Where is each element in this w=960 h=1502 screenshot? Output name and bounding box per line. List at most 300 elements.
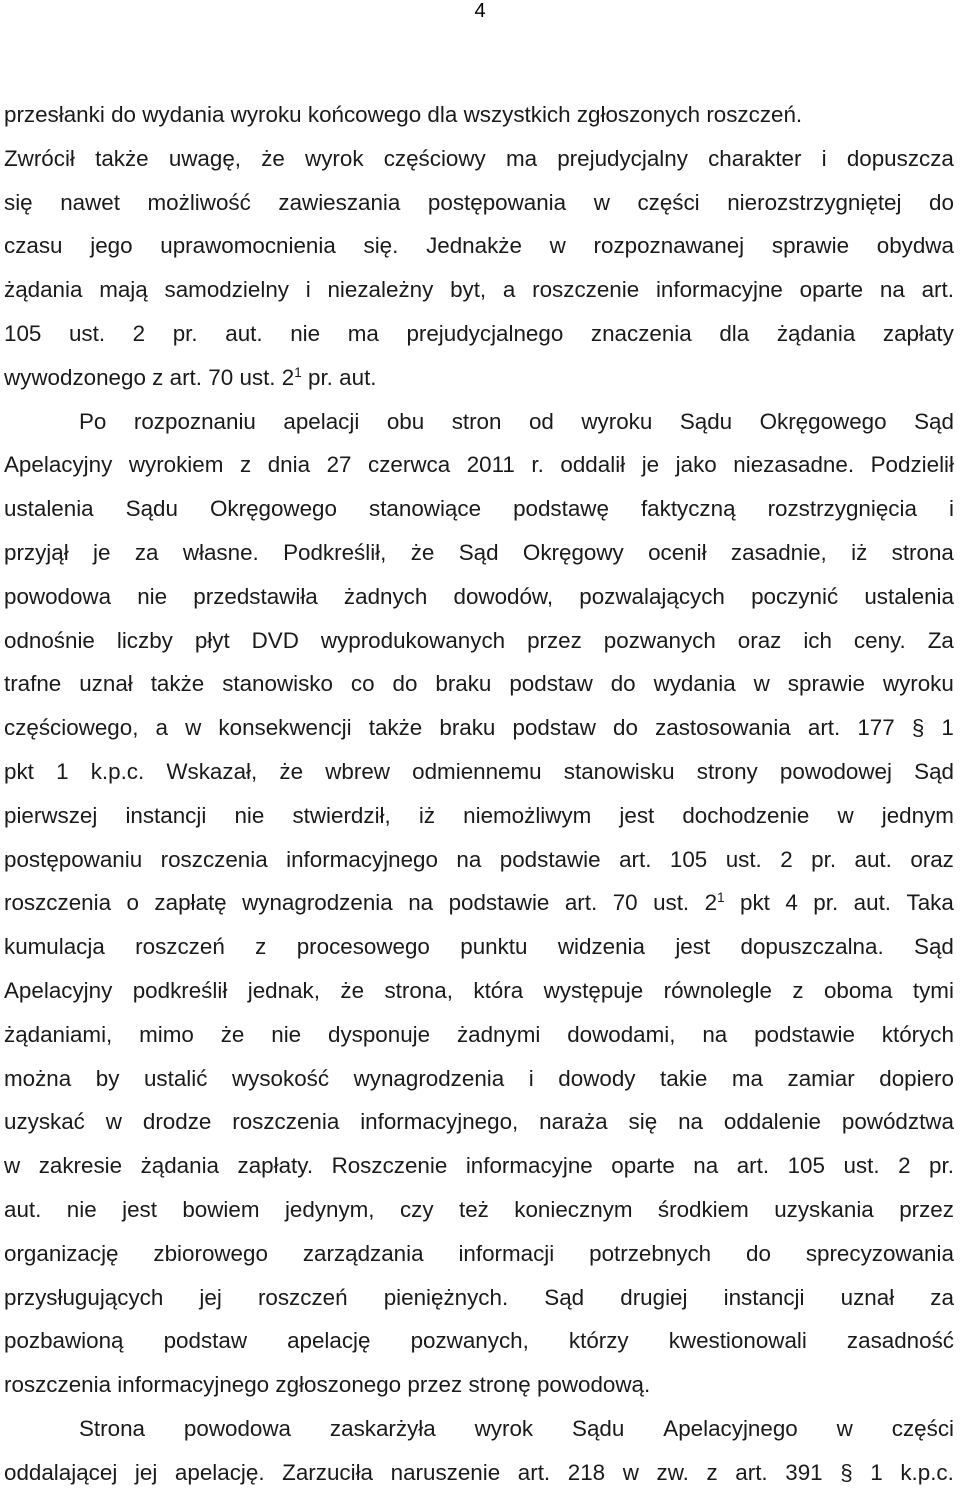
word: powodowej bbox=[779, 758, 892, 784]
word: nierozstrzygniętej bbox=[727, 189, 902, 215]
word: zgłoszonych bbox=[576, 102, 701, 127]
word: dopiero bbox=[879, 1065, 954, 1091]
word: że bbox=[340, 977, 365, 1003]
word: strony bbox=[696, 758, 758, 784]
word: nie bbox=[137, 583, 168, 609]
word: przyjął bbox=[4, 539, 69, 565]
word: ust. bbox=[653, 890, 690, 916]
word: ust. bbox=[725, 846, 762, 872]
word: pozbawioną bbox=[4, 1328, 124, 1354]
word: prejudycjalnego bbox=[406, 320, 564, 346]
word: podstaw bbox=[509, 671, 593, 697]
word: żądania bbox=[140, 1153, 220, 1179]
word: można bbox=[4, 1065, 72, 1091]
word: Okręgowego bbox=[210, 496, 337, 522]
word: że bbox=[410, 539, 435, 565]
word: że bbox=[279, 758, 304, 784]
word: Sądu bbox=[572, 1415, 625, 1441]
word: informacyjne bbox=[465, 1153, 593, 1179]
text-line bbox=[4, 925, 954, 969]
word: stronę bbox=[468, 1372, 531, 1398]
word: trafne bbox=[4, 671, 62, 697]
word: punktu bbox=[460, 934, 528, 960]
text-line bbox=[4, 268, 954, 312]
word: Okręgowego bbox=[759, 408, 887, 434]
text-line bbox=[4, 969, 954, 1013]
text-line bbox=[4, 443, 954, 487]
word: i bbox=[528, 1065, 534, 1091]
word: z bbox=[706, 1459, 718, 1485]
text-line bbox=[4, 750, 954, 794]
word: art. bbox=[735, 1459, 768, 1485]
superscript: 1 bbox=[294, 364, 302, 380]
word: nie bbox=[66, 1196, 97, 1222]
text-line bbox=[4, 1188, 954, 1232]
word: dnia bbox=[267, 452, 311, 478]
word: niezależny bbox=[327, 277, 434, 303]
word: czerwca bbox=[368, 452, 451, 478]
word: 218 bbox=[567, 1459, 606, 1485]
word: prejudycjalny bbox=[557, 145, 688, 171]
word: Po bbox=[79, 408, 107, 434]
word: mimo bbox=[139, 1021, 194, 1047]
word: DVD bbox=[251, 627, 299, 653]
word: podstawie bbox=[499, 846, 601, 872]
word: na bbox=[456, 846, 482, 872]
word: jej bbox=[134, 1459, 158, 1485]
word: obydwa bbox=[876, 233, 954, 259]
word: 2011 bbox=[466, 452, 515, 478]
word: § bbox=[911, 715, 925, 741]
word: żadnych bbox=[343, 583, 428, 609]
word: iż bbox=[418, 802, 436, 828]
word: $2^1$ bbox=[281, 364, 302, 390]
text-line bbox=[4, 1057, 954, 1101]
word: oraz bbox=[737, 627, 782, 653]
word: byt, bbox=[450, 277, 487, 303]
word: zamiar bbox=[787, 1065, 855, 1091]
word: je bbox=[93, 539, 111, 565]
word: Podkreślił, bbox=[283, 539, 387, 565]
word: wyroku bbox=[230, 102, 302, 127]
word: 70 bbox=[208, 364, 234, 390]
word: oparte bbox=[799, 277, 864, 303]
text-line bbox=[4, 1319, 954, 1363]
word: jedynym, bbox=[284, 1196, 375, 1222]
word: liczby bbox=[116, 627, 173, 653]
word: sprawie bbox=[771, 233, 850, 259]
word: podstawie bbox=[448, 890, 550, 916]
word: i bbox=[821, 145, 827, 171]
word: instancji bbox=[723, 1284, 805, 1310]
word: roszczenia bbox=[4, 1372, 112, 1398]
word: art. bbox=[169, 364, 202, 390]
word: potrzebnych bbox=[589, 1240, 712, 1266]
word: pieniężnych. bbox=[383, 1284, 509, 1310]
word: nawet bbox=[60, 189, 120, 215]
word: także bbox=[150, 671, 205, 697]
word: powodowa bbox=[183, 1415, 291, 1441]
word: na bbox=[879, 277, 905, 303]
word: Za bbox=[927, 627, 954, 653]
word: art. bbox=[619, 846, 652, 872]
word: dochodzenie bbox=[682, 802, 810, 828]
word: zapłaty bbox=[882, 320, 954, 346]
word: strona, bbox=[384, 977, 453, 1003]
word: częściowego, bbox=[4, 715, 139, 741]
word: k.p.c. bbox=[90, 758, 145, 784]
word: 27 bbox=[326, 452, 352, 478]
word: kumulacja bbox=[4, 934, 105, 960]
word: zapłatę bbox=[154, 890, 227, 916]
word: Wskazał, bbox=[166, 758, 258, 784]
word: 1 bbox=[56, 758, 69, 784]
word: do bbox=[111, 102, 136, 127]
word: stanowisku bbox=[563, 758, 675, 784]
word: ust. bbox=[843, 1153, 880, 1179]
word: roszczenia bbox=[4, 890, 112, 916]
word: w bbox=[593, 189, 610, 215]
word: art. bbox=[564, 890, 598, 916]
word: roszczenie bbox=[532, 277, 640, 303]
word: wydania bbox=[142, 102, 225, 127]
word: uznał bbox=[840, 1284, 895, 1310]
word: także bbox=[368, 715, 423, 741]
word: żadnymi bbox=[456, 1021, 541, 1047]
word: organizację bbox=[4, 1240, 119, 1266]
word: naraża bbox=[539, 1109, 608, 1135]
text-line bbox=[4, 1451, 954, 1495]
word: pr. bbox=[811, 846, 837, 872]
word: jest bbox=[619, 802, 655, 828]
word: wydania bbox=[653, 671, 736, 697]
word: własne. bbox=[182, 539, 259, 565]
word: się bbox=[628, 1109, 658, 1135]
word: apelacji bbox=[283, 408, 360, 434]
word: roszczenia bbox=[232, 1109, 340, 1135]
word: uznał bbox=[79, 671, 133, 697]
word: którzy bbox=[568, 1328, 629, 1354]
word: 105 bbox=[669, 846, 708, 872]
word: pkt bbox=[4, 758, 34, 784]
word: oddalającej bbox=[4, 1459, 118, 1485]
word: samodzielny bbox=[164, 277, 289, 303]
word: ustalenia bbox=[864, 583, 954, 609]
word: takie bbox=[660, 1065, 708, 1091]
word: dla bbox=[427, 102, 458, 127]
word: ust. bbox=[239, 364, 276, 390]
word: strona bbox=[891, 539, 954, 565]
word: zw. bbox=[656, 1459, 689, 1485]
word: apelację. bbox=[174, 1459, 265, 1485]
word: mają bbox=[99, 277, 148, 303]
word: uwagę, bbox=[168, 145, 242, 171]
word: ma bbox=[505, 145, 538, 171]
word: czasu bbox=[4, 233, 63, 259]
word: art. bbox=[736, 1153, 770, 1179]
word: jest bbox=[122, 1196, 157, 1222]
text-line bbox=[4, 400, 954, 444]
word: k.p.c. bbox=[900, 1459, 954, 1485]
word: stwierdził, bbox=[292, 802, 391, 828]
word: $2^1$ bbox=[704, 890, 725, 916]
word: r. bbox=[531, 452, 544, 478]
word: oddalił bbox=[560, 452, 626, 478]
word: żądania bbox=[776, 320, 856, 346]
word: a bbox=[502, 277, 516, 303]
word: oparte bbox=[611, 1153, 675, 1179]
word: Roszczenie bbox=[331, 1153, 448, 1179]
text-line bbox=[4, 93, 954, 137]
word: dla bbox=[719, 320, 750, 346]
word: 391 bbox=[785, 1459, 823, 1485]
word: podstaw bbox=[163, 1328, 247, 1354]
word: art. bbox=[807, 715, 841, 741]
word: aut. bbox=[4, 1196, 42, 1222]
word: na bbox=[408, 890, 434, 916]
word: których bbox=[881, 1021, 954, 1047]
word: rozpoznawanej bbox=[593, 233, 745, 259]
word: procesowego bbox=[296, 934, 430, 960]
word: odnośnie bbox=[4, 627, 95, 653]
text-line bbox=[4, 1276, 954, 1320]
word: w bbox=[753, 671, 770, 697]
word: Sąd bbox=[458, 539, 499, 565]
word: kwestionowali bbox=[668, 1328, 807, 1354]
word: przez bbox=[407, 1372, 463, 1398]
word: Podzielił bbox=[870, 452, 954, 478]
word: Zarzuciła bbox=[282, 1459, 374, 1485]
word: bowiem bbox=[182, 1196, 260, 1222]
word: faktyczną bbox=[640, 496, 736, 522]
word: uzyskać bbox=[4, 1109, 85, 1135]
word: instancji bbox=[125, 802, 207, 828]
word: na bbox=[702, 1021, 728, 1047]
text-line bbox=[4, 487, 954, 531]
word: podstaw bbox=[512, 715, 596, 741]
word: na bbox=[693, 1153, 719, 1179]
word: jako bbox=[675, 452, 717, 478]
word: ich bbox=[803, 627, 832, 653]
word: aut. bbox=[854, 846, 892, 872]
word: dopuszcza bbox=[846, 145, 954, 171]
word: sprawie bbox=[787, 671, 865, 697]
word: Strona bbox=[79, 1415, 145, 1441]
word: zastosowania bbox=[655, 715, 791, 741]
word: środkiem bbox=[657, 1196, 749, 1222]
text-line bbox=[4, 356, 954, 400]
word: roszczenia bbox=[160, 846, 268, 872]
word: dowody bbox=[558, 1065, 636, 1091]
word: 2 bbox=[132, 320, 146, 346]
word: na bbox=[678, 1109, 703, 1135]
text-line bbox=[4, 838, 954, 882]
word: 105 bbox=[787, 1153, 825, 1179]
text-line bbox=[4, 575, 954, 619]
word: podkreślił bbox=[132, 977, 228, 1003]
word: także bbox=[95, 145, 149, 171]
word: informacyjnego bbox=[286, 846, 438, 872]
word: w bbox=[622, 1459, 639, 1485]
word: w bbox=[549, 233, 566, 259]
word: ustalić bbox=[143, 1065, 208, 1091]
word: wyprodukowanych bbox=[320, 627, 506, 653]
word: w bbox=[837, 802, 854, 828]
word: charakter bbox=[708, 145, 802, 171]
text-line bbox=[4, 794, 954, 838]
text-line bbox=[4, 1144, 954, 1188]
text-line bbox=[4, 1100, 954, 1144]
word: braku bbox=[435, 671, 492, 697]
word: 1 bbox=[941, 715, 954, 741]
word: powodowa bbox=[4, 583, 112, 609]
word: odmiennemu bbox=[412, 758, 542, 784]
word: Apelacyjny bbox=[4, 977, 113, 1003]
word: uprawomocnienia bbox=[160, 233, 336, 259]
word: możliwość bbox=[147, 189, 251, 215]
word: roszczeń. bbox=[706, 102, 803, 127]
text-line bbox=[4, 1013, 954, 1057]
superscript: 1 bbox=[717, 890, 725, 906]
word: podstawę bbox=[513, 496, 609, 522]
word: przesłanki bbox=[4, 102, 105, 127]
word: przez bbox=[527, 627, 582, 653]
word: się. bbox=[363, 233, 399, 259]
text-line bbox=[4, 531, 954, 575]
text-line bbox=[4, 881, 954, 925]
word: znaczenia bbox=[590, 320, 692, 346]
word: co bbox=[350, 671, 375, 697]
word: iż bbox=[851, 539, 868, 565]
word: 2 bbox=[780, 846, 793, 872]
word: która bbox=[473, 977, 524, 1003]
word: Sądu bbox=[125, 496, 178, 522]
word: dopuszczalna. bbox=[740, 934, 884, 960]
word: za bbox=[930, 1284, 954, 1310]
word: Sąd bbox=[914, 934, 954, 960]
word: drodze bbox=[142, 1109, 212, 1135]
word: 1 bbox=[870, 1459, 883, 1485]
word: wyrokiem bbox=[128, 452, 224, 478]
word: poczynić bbox=[751, 583, 839, 609]
word: jest bbox=[675, 934, 711, 960]
word: do bbox=[610, 671, 636, 697]
word: pr. bbox=[308, 364, 333, 390]
word: równolegle bbox=[663, 977, 772, 1003]
word: nie bbox=[271, 1021, 302, 1047]
word: widzenia bbox=[557, 934, 645, 960]
word: wyrok bbox=[474, 1415, 534, 1441]
word: o bbox=[126, 890, 139, 916]
word: w bbox=[4, 1153, 21, 1179]
word: od bbox=[528, 408, 554, 434]
document-body bbox=[4, 93, 954, 1495]
word: się bbox=[4, 189, 33, 215]
word: do bbox=[929, 189, 954, 215]
word: 70 bbox=[612, 890, 638, 916]
word: dowodami, bbox=[567, 1021, 676, 1047]
word: dysponuje bbox=[328, 1021, 431, 1047]
word: wyroku bbox=[882, 671, 954, 697]
word: roszczeń bbox=[257, 1284, 348, 1310]
text-line bbox=[4, 662, 954, 706]
word: aut. bbox=[853, 890, 892, 916]
word: części bbox=[891, 1415, 954, 1441]
text-line bbox=[4, 1363, 954, 1407]
word: drugiej bbox=[620, 1284, 688, 1310]
word: żądania bbox=[4, 277, 83, 303]
text-line bbox=[4, 312, 954, 356]
word: pozwanych, bbox=[410, 1328, 529, 1354]
word: w bbox=[836, 1415, 853, 1441]
word: pr. bbox=[813, 890, 839, 916]
word: płyt bbox=[194, 627, 230, 653]
word: niemożliwym bbox=[463, 802, 592, 828]
word: postępowania bbox=[427, 189, 567, 215]
text-line bbox=[4, 224, 954, 268]
word: pkt bbox=[740, 890, 770, 916]
word: nie bbox=[290, 320, 321, 346]
word: rozstrzygnięcia bbox=[767, 496, 917, 522]
word: art. bbox=[517, 1459, 551, 1485]
word: wynagrodzenia bbox=[353, 1065, 505, 1091]
word: postępowaniu bbox=[4, 846, 143, 872]
word: w bbox=[185, 715, 202, 741]
word: braku bbox=[439, 715, 496, 741]
word: wywodzonego bbox=[4, 364, 146, 390]
word: wszystkich bbox=[463, 102, 571, 127]
word: Sąd bbox=[914, 408, 954, 434]
word: jej bbox=[199, 1284, 222, 1310]
word: niezasadne. bbox=[733, 452, 855, 478]
word: nie bbox=[234, 802, 265, 828]
word: pr. bbox=[172, 320, 198, 346]
word: 177 bbox=[857, 715, 895, 741]
word: częściowy bbox=[383, 145, 486, 171]
word: ocenił bbox=[648, 539, 707, 565]
text-line bbox=[4, 181, 954, 225]
word: zasadnie, bbox=[730, 539, 827, 565]
text-line bbox=[4, 137, 954, 181]
word: wbrew bbox=[325, 758, 390, 784]
page-number: 4 bbox=[474, 0, 486, 22]
word: czy bbox=[399, 1196, 434, 1222]
word: zapłaty. bbox=[237, 1153, 314, 1179]
word: Apelacyjny bbox=[4, 452, 113, 478]
word: przysługujących bbox=[4, 1284, 164, 1310]
word: też bbox=[458, 1196, 489, 1222]
word: jednym bbox=[881, 802, 954, 828]
word: dowodów, bbox=[453, 583, 554, 609]
word: Zwrócił bbox=[4, 145, 75, 171]
word: pr. bbox=[929, 1153, 954, 1179]
word: konsekwencji bbox=[218, 715, 352, 741]
word: żądaniami, bbox=[4, 1021, 113, 1047]
word: roszczeń bbox=[135, 934, 225, 960]
word: końcowego bbox=[307, 102, 422, 127]
word: jego bbox=[90, 233, 133, 259]
word: art. bbox=[921, 277, 954, 303]
word: informacyjne bbox=[655, 277, 783, 303]
word: ceny. bbox=[853, 627, 906, 653]
word: powództwa bbox=[841, 1109, 954, 1135]
word: jednak, bbox=[247, 977, 320, 1003]
word: Taka bbox=[906, 890, 954, 916]
word: je bbox=[641, 452, 660, 478]
word: 4 bbox=[785, 890, 798, 916]
word: informacyjnego bbox=[117, 1372, 270, 1398]
word: wyroku bbox=[581, 408, 653, 434]
